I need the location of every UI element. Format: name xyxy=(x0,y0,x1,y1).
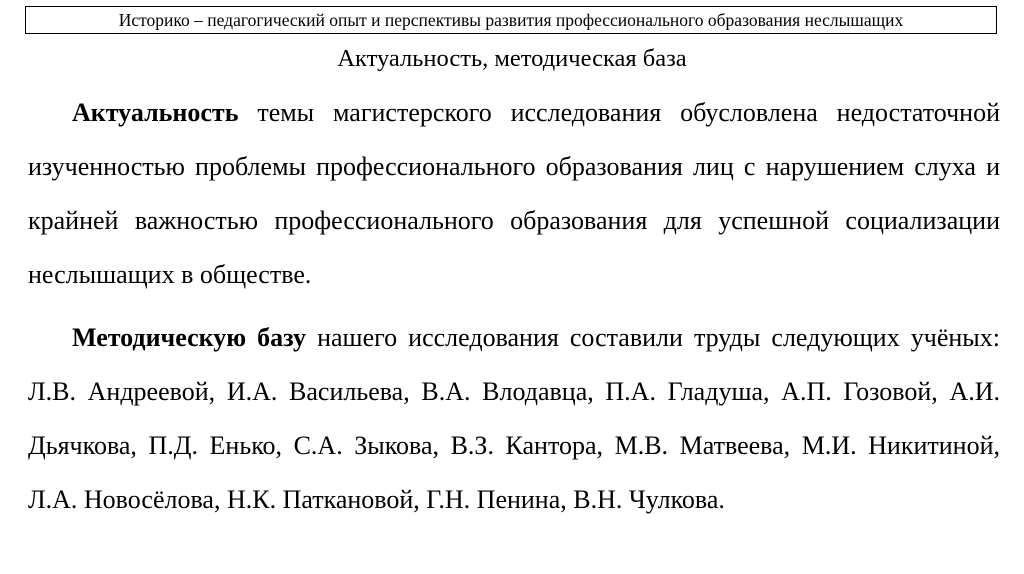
relevance-paragraph xyxy=(28,86,1000,302)
presentation-title: Историко – педагогический опыт и перспективы развития профессионального образования неслышащих xyxy=(118,9,904,30)
presentation-title-box xyxy=(25,6,997,34)
methodology-text: нашего исследования составили труды следующих учёных: Л.В. Андреевой, И.А. Васильева, В.А. Влодавца, П.А. Гладуша, А.П. Гозовой, А.И. Дьячкова, П.Д. Енько, С.А. Зыкова, В.З. Кантора, М.В. Матвеева, М.И. Никитиной, Л.А. Новосёлова, Н.К. Паткановой, Г.Н. Пенина, В.Н. Чулкова. xyxy=(28,323,1000,514)
relevance-text: темы магистерского исследования обусловлена недостаточной изученностью проблемы профессионального образования лиц с нарушением слуха и крайней важностью профессионального образования для успешной социализации неслышащих в обществе. xyxy=(28,98,1000,289)
slide-subtitle: Актуальность, методическая база xyxy=(337,45,687,72)
methodology-paragraph xyxy=(28,311,1000,527)
methodology-lead: Методическую базу xyxy=(72,323,307,352)
relevance-lead: Актуальность xyxy=(72,98,239,127)
